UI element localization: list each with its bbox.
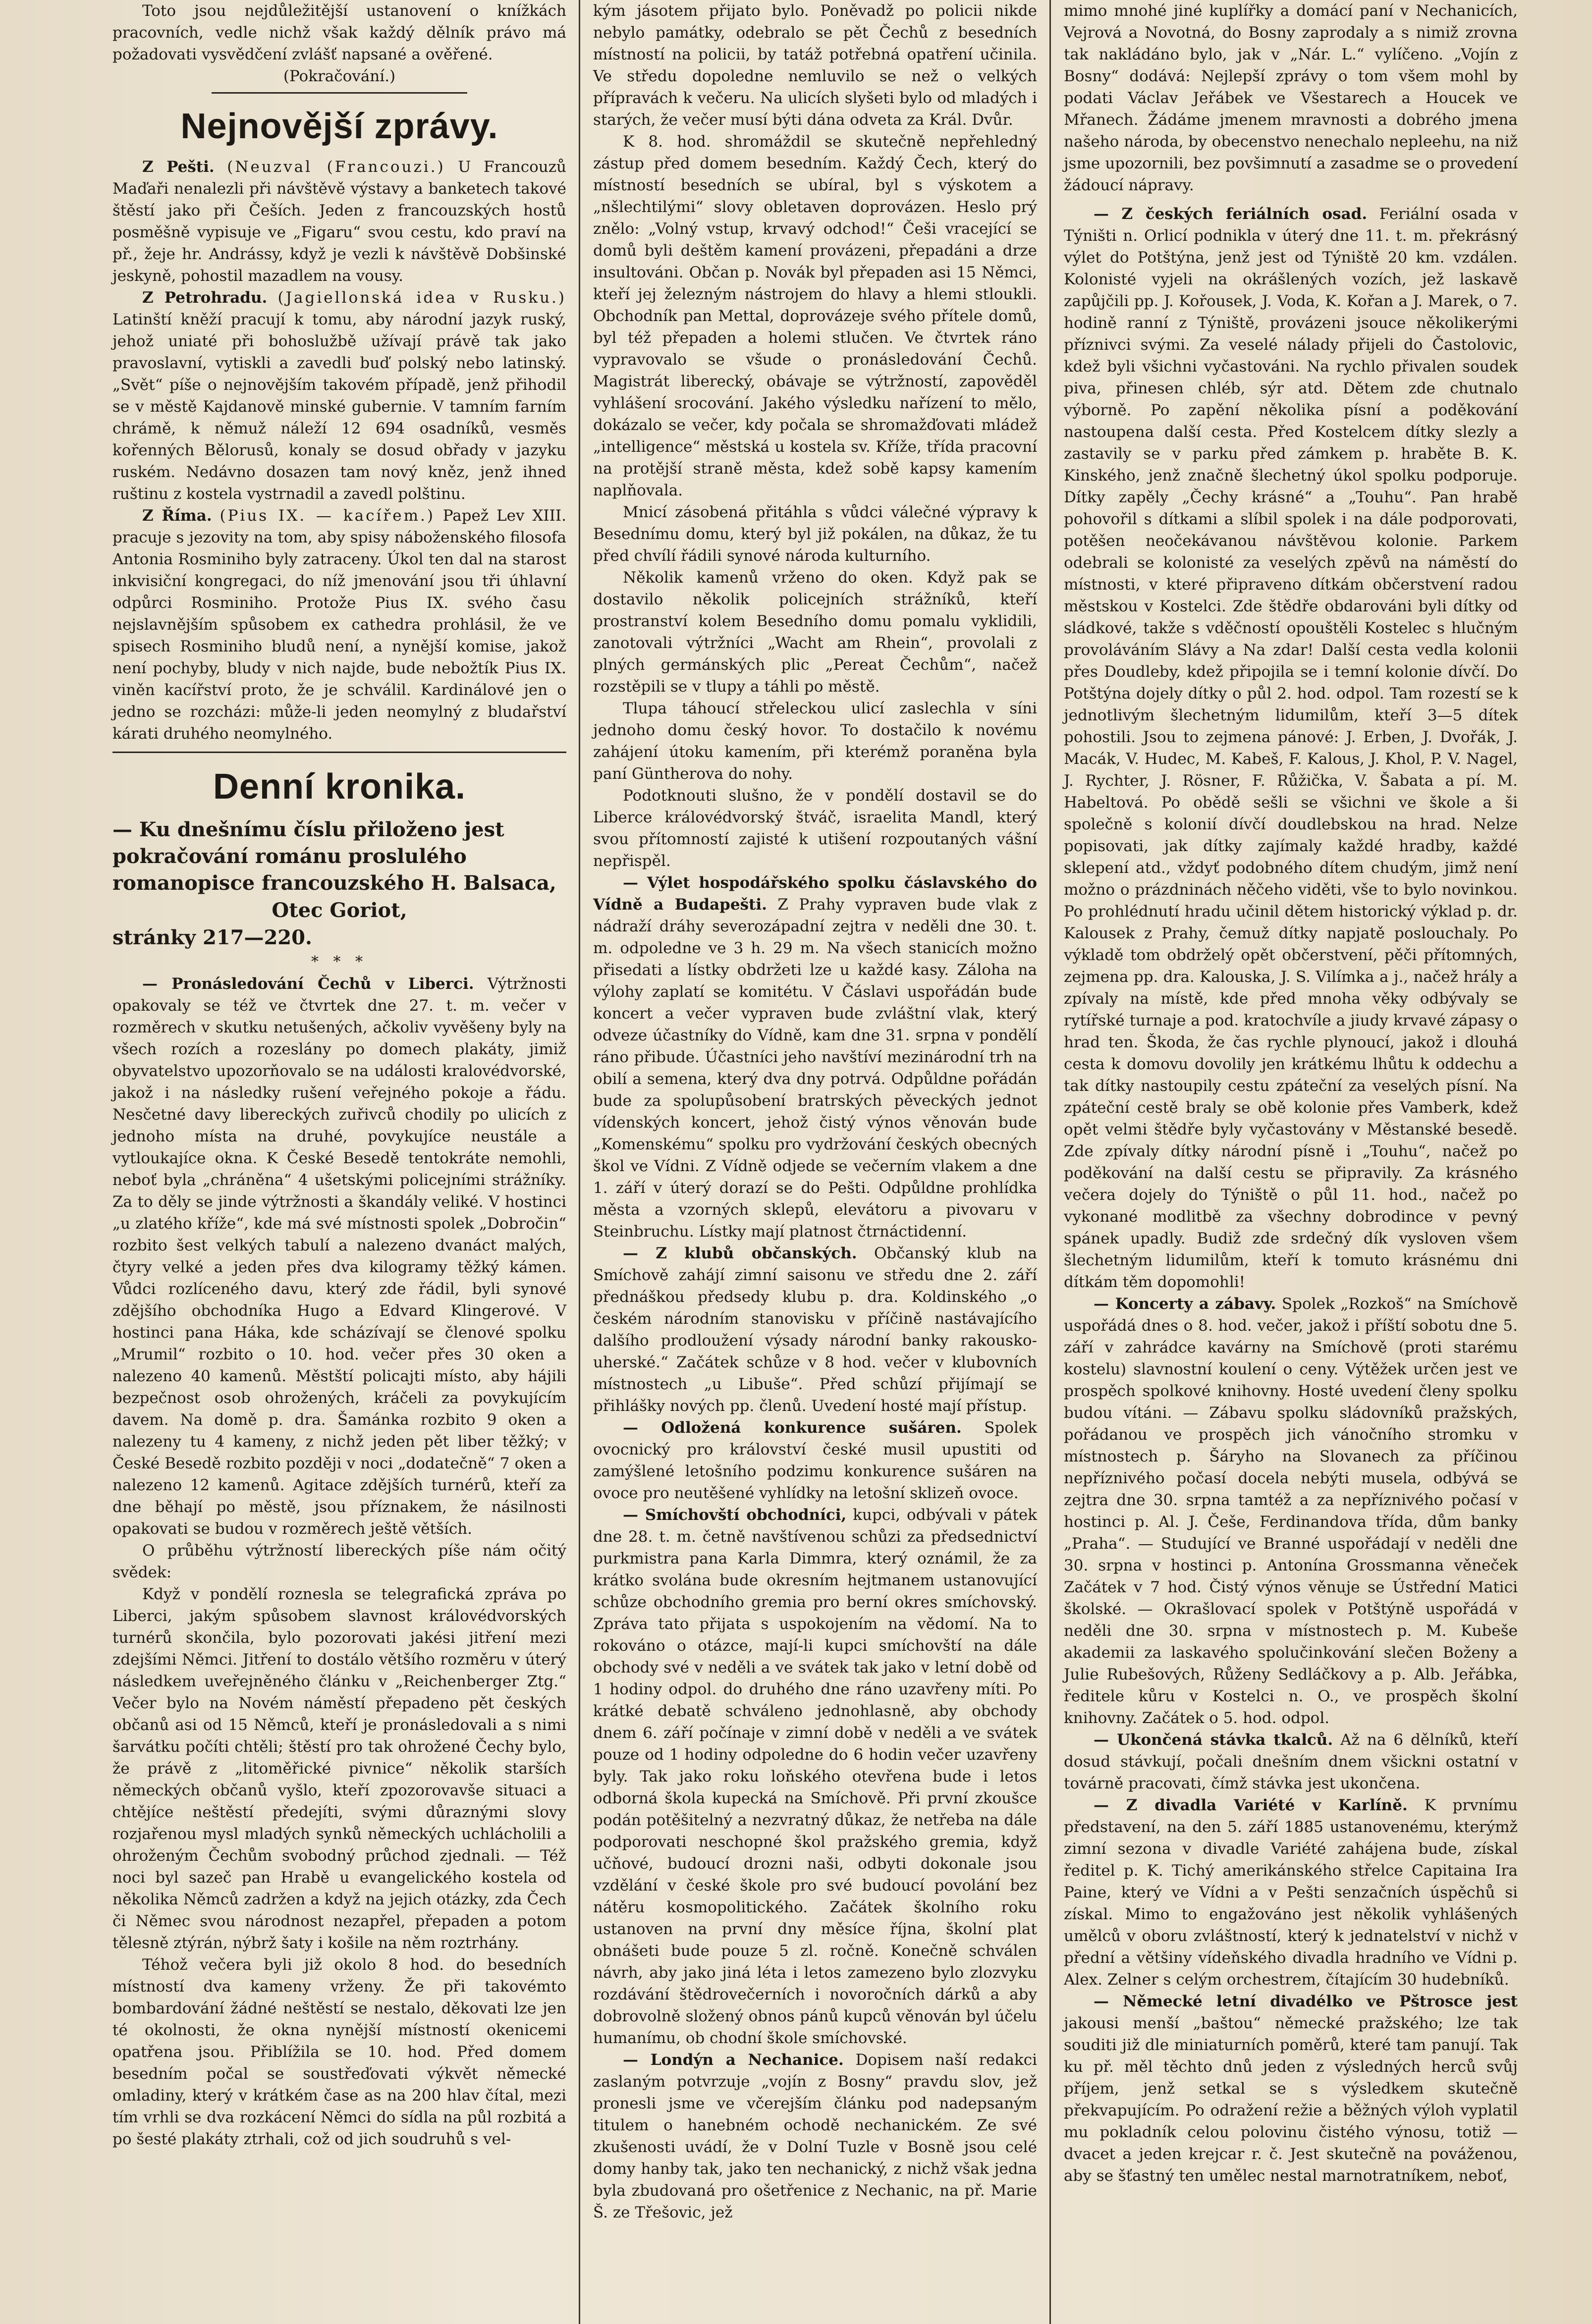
article-kluby xyxy=(593,1243,1037,1417)
dateline: Z Pešti. xyxy=(142,158,215,176)
article-text: Občanský klub na Smíchově zahájí zimní saisonu ve středu dne 2. září přednáškou předsedy klubu p. dra. Koldinského „o českém národním stanovisku v příčině nastávajícího dalšího prodloužení výsady národní banky rakousko-uherské.“ Začátek schůze v 8 hod. večer v klubovních místnostech „u Libuše“. Před schůzí přijímají se přihlášky nových pp. členů. Uvedení hosté mají přístup. xyxy=(593,1244,1037,1415)
article-title: — Smíchovští obchodníci, xyxy=(623,1506,847,1524)
article-koncerty xyxy=(1064,1293,1518,1729)
paragraph: Podotknouti slušno, že v pondělí dostavil se do Liberce královédvorský štváč, israelita Mandl, který svou přítomností zajisté k utišení rozpoutaných vášní nepřispěl. xyxy=(593,787,1037,870)
article-title: — Z klubů občanských. xyxy=(623,1244,857,1262)
item-text: Papež Lev XIII. pracuje s jezovity na tom, aby spisy náboženského filosofa Antonia Rosminiho byly zatraceny. Úkol ten dal na starost inkvisiční kongregaci, do níž jmenování jsou tři úhlavní odpůrci Rosminiho. Protože Pius IX. svého času nejslavnějším spůsobem ex cathedra prohlásil, že ve spisech Rosminiho bludů není, a nynější komise, jakož není pochyby, bludy v nich najde, bude nebožtík Pius IX. viněn kacířství proto, že je schválil. Kardinálové jen o jedno se rozcházi: může-li jeden neomylný z bludařství kárati druhého neomylného. xyxy=(112,507,566,743)
article-text: kupci, odbývali v pátek dne 28. t. m. četně navštívenou schůzi za předsednictví purkmistra pana Karla Dimmra, který oznámil, že za krátko svolána bude okresním hejtmanem ustanovující schůze obchodního gremia pro berní okres smíchovský. Zpráva tato přijata s uspokojením na vědomí. Na to rokováno o otázce, mají-li kupci smíchovští na dále obchody své v neděli a ve svátek tak jako v letní době od 1 hodiny odpol. do druhého dne ráno uzavřeny míti. Po krátké debatě schváleno jednohlasně, aby obchody dnem 6. září počínaje v zimní době v neděli a ve svátek pouze od 1 hodiny odpoledne do 6 hodin večer uzavřeny byly. Tak jako roku loňského otevřena bude i letos odborná škola kupecká na Smíchově. Při první zkoušce podán potěšitelný a nezvratný důkaz, že netřeba na dále podporovati neschopné škol pražského gremia, když učňové, budoucí drozni naši, odbyti dokonale jsou vzdělání v české škole pro své budoucí povolání bez nátěru kosmopolitického. Začátek školního roku ustanoven na první dny měsíce října, školní plat obnášeti bude pouze 5 zl. ročně. Konečně schválen návrh, aby jako jiná léta i letos zamezeno bylo zlozvyku rozdávání štědrovečerních i novoročních dárků a aby dobrovolně složený obnos pánů kupců věnován byl účelu humanímu, ob chodní škole smíchovské. xyxy=(593,1506,1037,2047)
novel-pages: stránky 217—220. xyxy=(112,926,312,949)
article-stavka xyxy=(1064,1729,1518,1794)
article-title: — Londýn a Nechanice. xyxy=(623,2051,844,2069)
supplement-announcement: — Ku dnešnímu číslu přiloženo jest pokračování románu proslulého romanopisce francouzského H. Balsaca, xyxy=(112,818,556,895)
article-title: — Odložená konkurence sušáren. xyxy=(623,1419,962,1437)
paragraph: Toto jsou nejdůležitější ustanovení o knížkách pracovních, vedle nichž však každý dělník právo má požadovati vysvědčení zvlášť napsané a ověřené. xyxy=(112,2,566,63)
column-3 xyxy=(1053,0,1529,2324)
article-liberec xyxy=(112,973,566,1540)
news-item-petrohrad xyxy=(112,287,566,505)
item-text: U Francouzů Maďaři nenalezli při návštěvě výstavy a banketech takové štěstí jako při Češích. Jeden z francouzských hostů posměšně vypisuje ve „Figaru“ svou cestu, kdo praví na př., žeje hr. Andrássy, když je vezli k návštěvě Dobšinské jeskyně, pohostil mazadlem na vousy. xyxy=(112,158,567,285)
article-smichov xyxy=(593,1504,1037,2049)
paragraph: Mnicí zásobená přitáhla s vůdci válečné výpravy k Besednímu domu, který byl již pokálen, na důkaz, že tu před chvílí řádili synové národa kulturního. xyxy=(593,503,1037,565)
continued-note: (Pokračování.) xyxy=(283,67,396,85)
article-title: — Pronásledování Čechů v Liberci. xyxy=(142,975,474,993)
paragraph: Tlupa táhoucí střeleckou ulicí zaslechla v síni jednoho domu český hovor. To dostačilo k novému zahájení útoku kamením, při kterémž poraněna byla paní Güntherova do nohy. xyxy=(593,700,1037,783)
article-variete xyxy=(1064,1794,1518,1991)
column-rule xyxy=(579,0,580,2324)
dateline: Z Petrohradu. xyxy=(142,289,268,307)
divider xyxy=(212,92,467,94)
dateline: Z Říma. xyxy=(142,507,212,525)
section-heading-daily: Denní kronika. xyxy=(213,767,466,807)
article-title: — Koncerty a zábavy. xyxy=(1094,1295,1276,1313)
article-text: Spolek „Rozkoš“ na Smíchově uspořádá dnes o 8. hod. večer, jakož i příští sobotu dne 5. září v zahrádce kavárny na Smíchově (proti starému kostelu) slavnostní koulení o ceny. Výtěžek určen jest ve prospěch spolkové knihovny. Hosté uvedení členy spolku budou vítáni. — Zábavu spolku sládovníků pražských, pořádanou ve prospěch jich vánočního stromku v místnostech p. Šáryho na Slovanech za příčinou nepříznivého počasí docela nebýti musela, odbývá se zejtra dne 30. srpna tamtéž a za nepříznivého počasí v hostinci p. Al. J. Češe, Ferdinandova třída, dům banky „Praha“. — Studující ve Branné uspořádají v neděli dne 30. srpna v hostinci p. Antonína Grossmanna věneček Začátek v 7 hod. Čistý výnos věnuje se Ústřední Matici školské. — Okrašlovací spolek v Potštýně uspořádá v neděli dne 30. srpna v místnostech p. M. Kubeše akademii za laskavého spolučinkování slečen Boženy a Julie Rubešových, Růženy Sedláčkovy a p. Alb. Jeřábka, ředitele kůru v Kostelci n. O., ve prospěch školní knihovny. Začátek o 5. hod. odpol. xyxy=(1064,1295,1518,1727)
paragraph: kým jásotem přijato bylo. Poněvadž po policii nikde nebylo památky, odebralo se pět Čechů z besedních místností na policii, by tatáž potřebná opatření učinila. Ve středu dopoledne nemluvilo se než o velkých přípravách k večeru. Na ulicích slyšeti bylo od mladých i starých, že večer musí býti dána odveta za Král. Dvůr. xyxy=(593,2,1037,129)
section-heading-news: Nejnovější zprávy. xyxy=(180,107,498,146)
item-subtitle: (Pius IX. — kacířem.) xyxy=(220,507,435,525)
column-2 xyxy=(582,0,1048,2324)
article-text: jakousi menší „baštou“ německé pražského; lze tak souditi již dle miniaturních poměrů, které tam panují. Tak ku př. měl těchto dnů jeden z výsledných herců svůj příjem, jenž setkal se s výsledkem skutečně překvapujícím. Po odražení režie a běžných výloh vyplatil mu pokladník celou polovinu čistého výnosu, totiž — dvacet a jeden krejcar r. č. Jest skutečně na pováženou, aby se šťastný ten umělec nestal marnotratníkem, neboť, xyxy=(1064,2014,1518,2185)
article-text: Výtržnosti opakovaly se též ve čtvrtek dne 27. t. m. večer v rozměrech v skutku netušených, ačkoliv vyvěšeny byly na všech rozích a rozeslány po domech plakáty, jimiž obyvatelstvo upozorňovalo se na události kralovédvorské, jakož i na následky rušení veřejného pokoje a řádu. Nesčetné davy libereckých zuřivců chodily po ulicích z jednoho místa na druhé, povykujíce neustále a vytloukajíce okna. K České Besedě tentokráte nemohli, neboť byla „chráněna“ 4 ušetskými policejními strážníky. Za to děly se jinde výtržnosti a škandály veliké. V hostinci „u zlatého kříže“, kde má své místnosti spolek „Dobročin“ rozbito šest velkých tabulí a nalezeno dvanáct malých, čtyry velké a jeden přes dva kilogramy těžký kámen. Vůdci rozlíceného davu, který zde řádil, byli synové zdějšího obchodníka Hugo a Edvard Klingerové. V hostinci pana Háka, kde scházívají se členové spolku „Mrumil“ rozbito o 10. hod. večer přes 30 oken a nalezeno 40 kamenů. Městští policajti místo, aby hájili bezpečnost osob ohrožených, kráčeli za povykujícím davem. Na domě p. dra. Šamánka rozbito 9 oken a nalezeny tu 4 kameny, z nichž jeden pět liber těžký; v České Besedě rozbito později v noci „dodatečně“ 7 oken a nalezeno 12 kamenů. Agitace zdějších turnérů, kteří za dne běhají po městě, jsou příznakem, že násilnosti opakovati se budou v rozměrech ještě větších. xyxy=(112,975,566,1538)
news-item-rim xyxy=(112,505,566,745)
article-title: — Výlet hospodářského spolku čáslavského do Vídně a Budapešti. xyxy=(593,874,1037,914)
item-text: Latinští kněží pracují k tomu, aby národní jazyk ruský, jehož uniaté při bohoslužbě užívají právě tak jako pravoslavní, vytiskli a zavedli buď polský nebo latinský. „Svět“ píše o nejnovějším takovém případě, jenž přihodil se v městě Kajdanově minské gubernie. V tamním farním chrámě, k němuž náleží 12 694 osadníků, vesměs kořenných Bělorusů, konaly se dosud obřady v jazyku ruském. Nedávno dosazen tam nový kněz, jenž ihned ruštinu z kostela vystrnadil a zavedl polštinu. xyxy=(112,311,566,503)
paragraph: O průběhu výtržností libereckých píše nám očitý svědek: xyxy=(112,1542,566,1581)
column-1 xyxy=(102,0,577,2324)
column-rule xyxy=(1049,0,1051,2324)
separator-stars: * * * xyxy=(311,953,368,971)
news-item-pest xyxy=(112,156,566,287)
paragraph: mimo mnohé jiné kuplířky a domácí paní v Nechanicích, Vejrová a Novotná, do Bosny zaprodaly a s nimiž zrovna tak nakládáno bylo, jak v „Nár. L.“ vylíčeno. „Vojín z Bosny“ dodává: Nejlepší zprávy o tom všem mohl by podati Václav Jeřábek ve Všestarech a Houcek ve Mřanech. Žádáme jmenem mravnosti a dobrého jmena našeho národa, by obecenstvo nenechalo nepleehu, na niž jsme upozornili, bez povšimnutí a zasadme se o provedení žádoucí nápravy. xyxy=(1064,2,1518,194)
item-subtitle: (Jagiellonská idea v Rusku.) xyxy=(277,289,566,307)
article-title: — Ukončená stávka tkalců. xyxy=(1094,1731,1333,1749)
article-text: Feriální osada v Týništi n. Orlicí podnikla v úterý dne 11. t. m. překrásný výlet do Potštýna, jenž jest od Týniště 20 km. vzdálen. Kolonisté vyjeli na okrášlených vozích, jež laskavě zapůjčili pp. J. Kořousek, J. Voda, K. Kořan a J. Marek, o 7. hodině ranní z Týniště, provázeni jsouce několikerými příznivci svými. Za veselé nálady přijeli do Častolovic, kdež byli všichni vyčastováni. Na rychlo přivalen soudek piva, přinesen chléb, sýr atd. Dětem zde chutnalo výborně. Po zapění několika písní a poděkování nastoupena další cesta. Před Kostelcem dítky slezly a zastavily se v parku před zámkem p. hraběte B. K. Kinského, jenž značně šlechetný úkol spolku podporuje. Dítky zapěly „Čechy krásné“ a „Touhu“. Pan hrabě pohovořil s dítkami a slíbil spolek i na dále podporovati, potěšen neočekávanou návštěvou kolonie. Parkem odebrali se kolonisté za veselých zpěvů na náměstí do místnosti, v které připraveno dítkám občerstvení radou městskou v Kostelci. Zde štědře obdarováni byli dítky od sládkové, takže s vděčností opouštěli Kostelec s hlučným provoláváním Slávy a Na zdar! Další cesta vedla kolonii přes Doudleby, kdež připojila se i temní kolonie dívčí. Do Potštýna dojely dítky o půl 2. hod. odpol. Tam rozestí se k jednotlivým šlechetným lidumilům, kteří 3—5 dítek pohostili. Jsou to zejmena pánové: J. Erben, J. Dvořák, J. Macák, V. Hudec, M. Kabeš, F. Kalous, J. Khol, P. V. Nagel, J. Rychter, J. Rösner, F. Růžička, V. Šabata a pí. M. Habeltová. Po obědě sešli se všichni ve škole a ši společně s kolonií dívčí doudlebskou na hrad. Nelze popisovati, jak dítky zajímaly každé hradby, každé sklepení atd., vždyť podobného dítem chudým, jimž není možno o prázdninách něčeho viděti, vše to bylo novinkou. Po prohlédnutí hradu učinil dětem historický výklad p. dr. Kalousek z Prahy, čemuž dítky napjatě poslouchaly. Po výkladě tom obdrželý opět občerstvení, pěči přítomných, zejmena pp. dra. Kalouska, J. S. Vilímka a j., načež hrály a zpívaly na místě, kde před mnoha věky odbývaly se rytířské turnaje a pod. kratochvíle a jiudy krvavé zápasy o hrad ten. Škoda, že čas rychle plynoucí, jakož i dlouhá cesta k domovu dovolily jen krátkému lhůtu k oddechu a tak dítky nastoupily cestu zpáteční za veselých písní. Na zpáteční cestě braly se obě kolonie přes Vamberk, kdež opět velmi štědře byly vyčastovány v Městanské besedě. Zde zpívaly dítky národní písně i „Touhu“, načež po poděkování na další cestu se připravily. Za krásného večera dojely do Týniště o půl 11. hod., načež po vykonané modlitbě za všechny dobrodince v pevný spánek upadly. Budiž zde srdečný dík vysloven všem šlechetným lidumilům, kteří k tomuto krásnému dni dítkám těm dopomohli! xyxy=(1064,205,1518,1291)
article-text: Dopisem naší redakci zaslaným potvrzuje „vojín z Bosny“ pravdu slov, jež pronesli jsme ve včerejším článku pod nadepsaným titulem o hanebném ochodě nechanickém. Ze své zkušenosti uvádí, že v Dolní Tuzle v Bosně jsou celé domy hanby tak, jako ten nechanický, z nichž však jedna byla zbudovaná pro ošetřenice z Nechanic, na př. Marie Š. ze Třešovic, jež xyxy=(593,2051,1037,2221)
paragraph: Téhož večera byli již okolo 8 hod. do besedních místností dva kameny vrženy. Že při takovémto bombardování žádné neštěstí se nestalo, děkovati lze jen té okolnosti, že okna nynější místností okenicemi opatřena jsou. Přiblížila se 10. hod. Před domem besedním počal se soustřeďovati výkvět německé omladiny, který v krátkém čase as na 200 hlav čítal, mezi tím vrhli se dva rozkácení Němci do sídla na půl rozbitá a po šesté plakáty ztrhali, což od jich soudruhů s vel- xyxy=(112,1956,566,2148)
paragraph: Několik kamenů vrženo do oken. Když pak se dostavilo několik policejních strážníků, kteří prostranství kolem Besedního domu pomalu vyklidili, zanotovali výtržníci „Wacht am Rhein“, provolali z plných germánských plic „Pereat Čechům“, načež rozstěpili se v tlupy a táhli po městě. xyxy=(593,569,1037,696)
article-text: Až na 6 dělníků, kteří dosud stávkují, počali dnešním dnem všickni ostatní v továrně pracovati, čímž stávka jest ukončena. xyxy=(1064,1731,1518,1792)
article-konkurence xyxy=(593,1417,1037,1504)
paragraph: K 8. hod. shromáždil se skutečně nepřehledný zástup před domem besedním. Každý Čech, který do místností besedních se ubíral, byl s výskotem a „nšlechtilými“ slovy obletaven doprovázen. Heslo prý znělo: „Volný vstup, krvavý odchod!“ Češi vracející se domů byli deštěm kamení provázeni, přepadáni a drze insultováni. Občan p. Novák byl přepaden asi 15 Němci, kteří jej železným nástrojem do hlavy a hlemi stloukli. Obchodník pan Mettal, doprovázeje svého přítele domů, byl též přepaden a holemi stlučen. Ve čtvrtek ráno vypravovalo se všude o pronásledování Čechů. Magistrát liberecký, obávaje se výtržností, zapověděl vyhlášení srocování. Jakého výsledku nařízení to mělo, dokázalo se večer, kdy počala se shromažďovati mládež „intelligence“ městská u kostela sv. Kříže, třída pracovní na protější straně města, kdež sobě kapsy kamením naplňovala. xyxy=(593,133,1037,499)
article-text: K prvnímu představení, na den 5. září 1885 ustanovenému, kterýmž zimní sezona v divadle Variété zahájena bude, získal ředitel p. K. Tichý amerikánského střelce Capitaina Ira Paine, který ve Vídni a v Pešti senzačních úspěchů si získal. Mimo to engažováno jest několik vyhlášených umělců v oboru zvláštností, který k jednatelství v nichž v přední a většiny vídeňského divadla hradního ve Vídni p. Alex. Zelner s celým orchestrem, čítajícím 30 hudebníků. xyxy=(1064,1796,1518,1989)
divider xyxy=(112,752,566,753)
item-subtitle: (Neuzval (Francouzi.) xyxy=(227,158,445,176)
article-title: — Německé letní divadélko ve Pštrosce jest xyxy=(1094,1993,1518,2010)
article-vylet xyxy=(593,872,1037,1243)
article-title: — Z českých feriálních osad. xyxy=(1094,205,1368,223)
article-title: — Z divadla Variété v Karlíně. xyxy=(1094,1796,1408,1814)
article-ferial xyxy=(1064,203,1518,1293)
novel-title: Otec Goriot, xyxy=(272,899,407,922)
article-text: Spolek ovocnický pro království české musil upustiti od zamýšlené letošního podzimu konkurence sušáren na ovoce pro neutěšené vyhlídky na letošní sklizeň ovoce. xyxy=(593,1419,1037,1502)
paragraph: Když v pondělí roznesla se telegrafická zpráva po Liberci, jakým spůsobem slavnost královédvorských turnérů skončila, bylo pozorovati jakési jitření mezi zdejšími Němci. Jitření to dostálo většího rozměru v úterý následkem uveřejněného článku v „Reichenberger Ztg.“ Večer bylo na Novém náměstí přepadeno pět českých občanů asi od 15 Němců, kteří je pronásledovali a s nimi šarvátku počíti chtěli; štěstí pro tak ohrožené Čechy bylo, že právě z „litoměřické pivnice“ několik starších německých občanů vyšlo, kteří zpozorovavše situaci a chtějíce neštěstí předejíti, svými důraznými slovy rozjařenou mysl mladých synků německých uchlácholili a ohroženým Čechům svobodný průchod zjednali. — Též noci byl sazeč pan Hrabě u evangelického kostela od několika Němců zadržen a když na jejich otázky, zda Čech či Němec svou národnost nezapřel, přepaden a potom tělesně ztýrán, nýbrž šaty i košile na něm roztrhány. xyxy=(112,1585,566,1952)
article-pstroska xyxy=(1064,1991,1518,2187)
article-text: Z Prahy vypraven bude vlak z nádraží dráhy severozápadní zejtra v neděli dne 30. t. m. odpoledne ve 3 h. 29 m. Na všech stanicích možno přisedati a lístky obdržeti lze u každé kasy. Záloha na výlohy zaplatí se komitétu. V Čáslavi uspořádán bude koncert a večer vypraven bude zvláštní vlak, který odveze účastníky do Vídně, kam dne 31. srpna v pondělí ráno přibude. Účastníci jeho navštíví mezinárodní trh na obilí a semena, který dva dny potrvá. Odpůldne pořádán bude za spolupůsobení bratrských pěveckých jednot vídenských koncert, jehož čistý výnos věnován bude „Komenskému“ spolku pro vydržování českých obecných škol ve Vídni. Z Vídně odjede se večerním vlakem a dne 1. září v úterý dorazí se do Pešti. Odpůldne prohlídka města a vzorných sklepů, elevátoru a pivovaru v Steinbruchu. Lístky mají platnost čtrnáctidenní. xyxy=(593,896,1037,1241)
article-londyn xyxy=(593,2049,1037,2223)
